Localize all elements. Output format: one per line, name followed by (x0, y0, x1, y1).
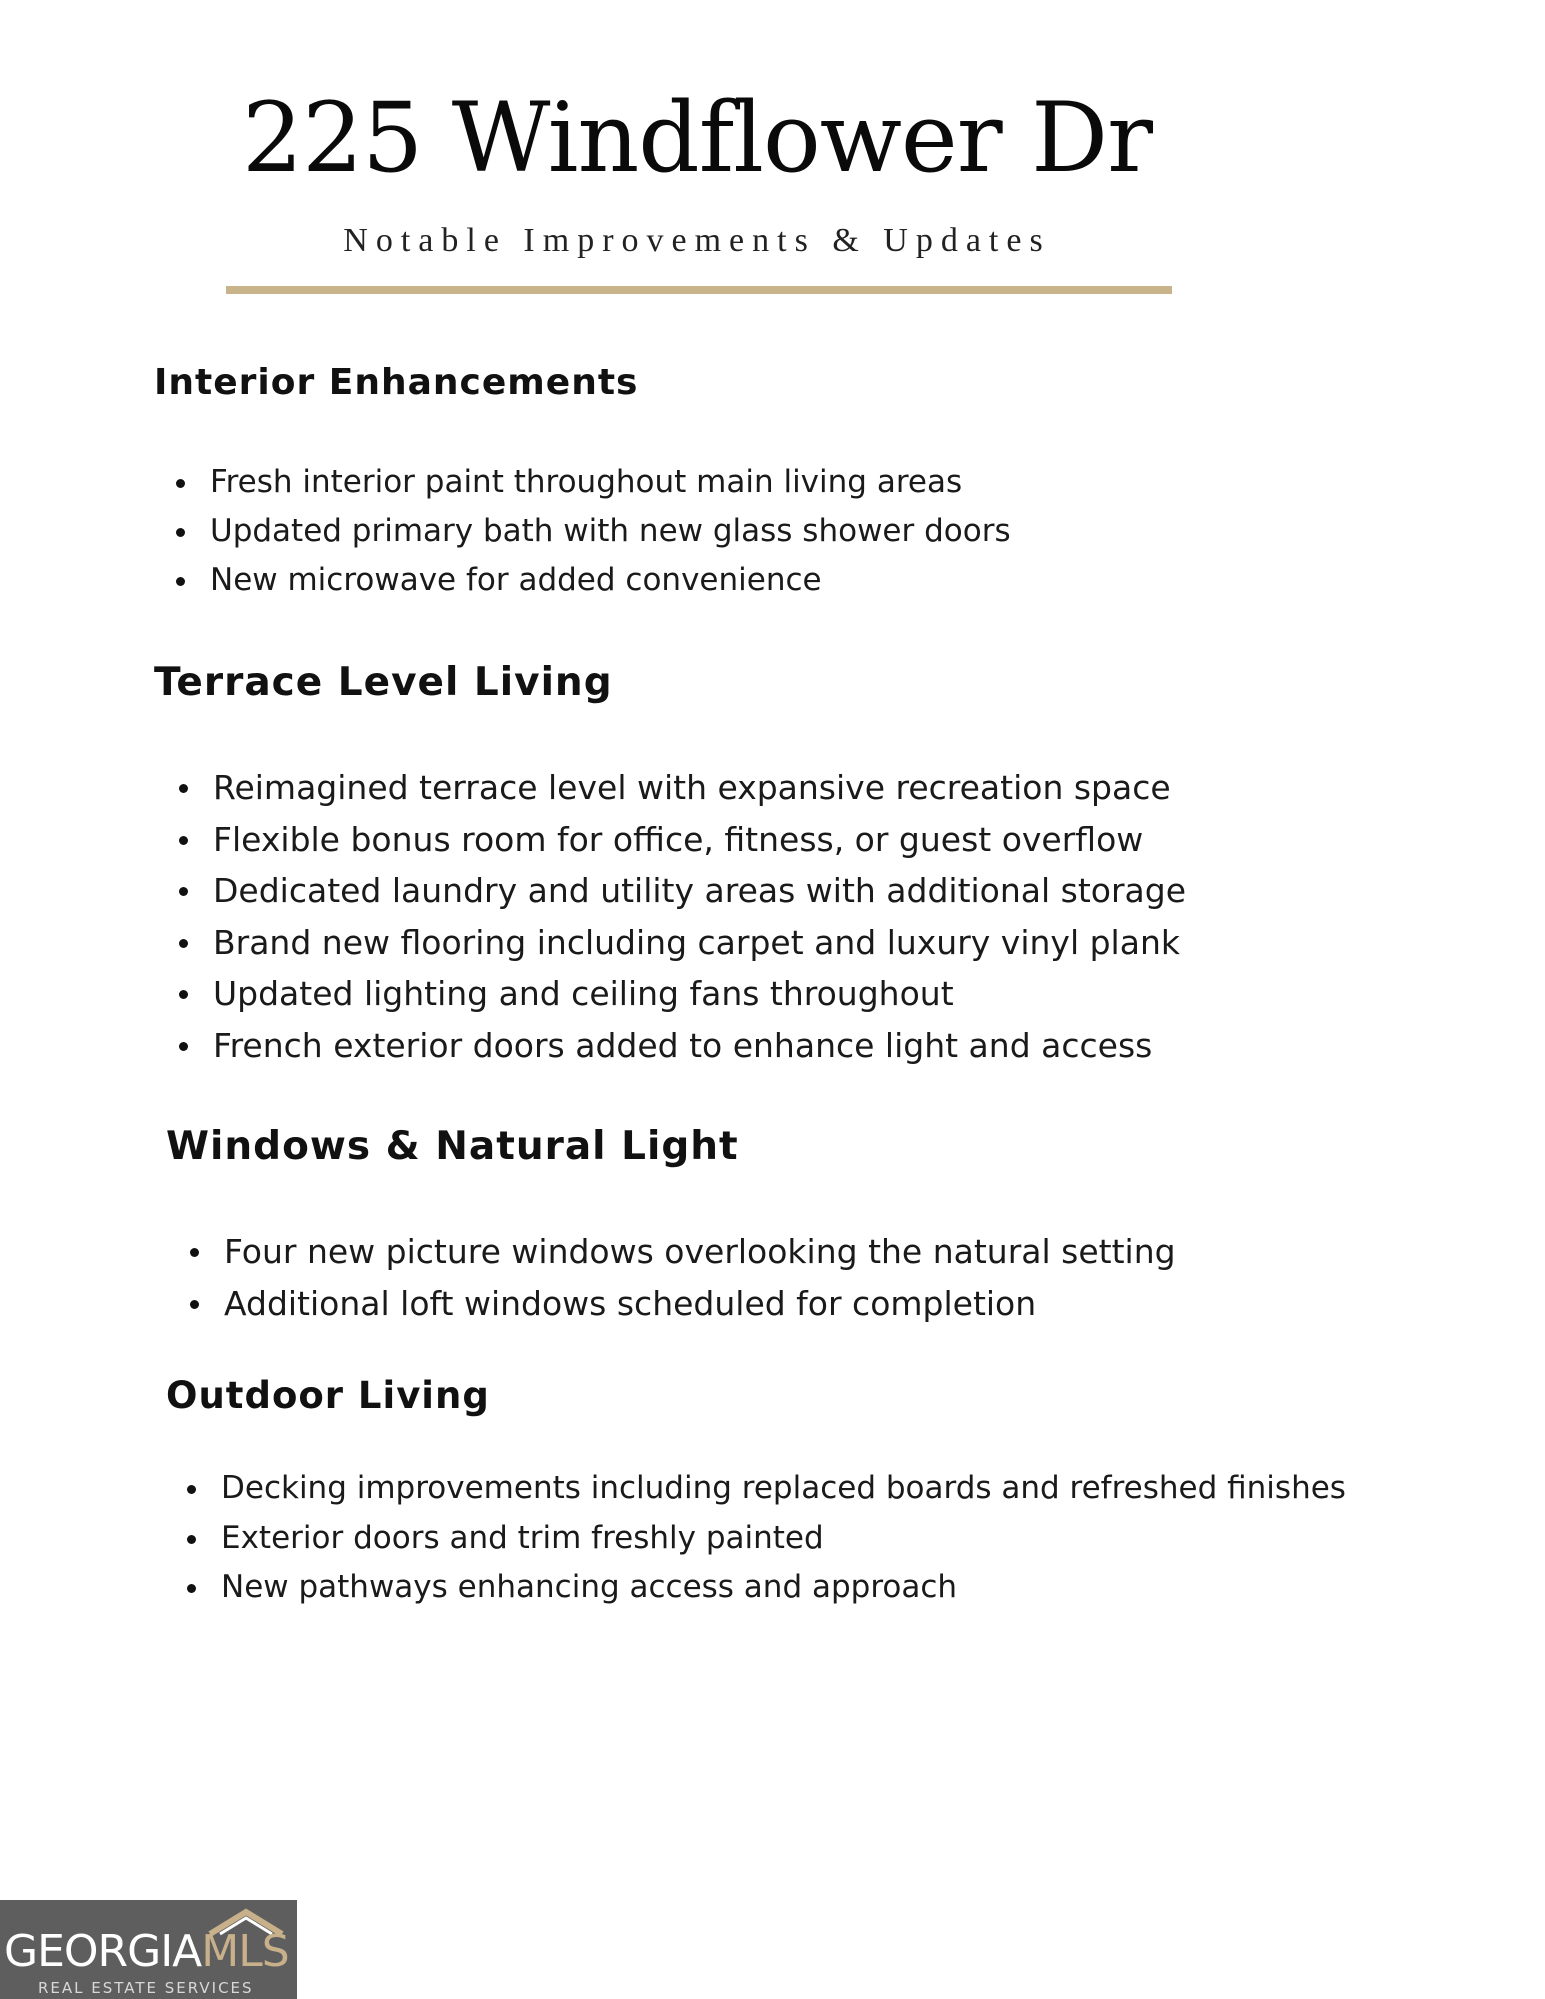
list-item: New pathways enhancing access and approach (221, 1563, 1346, 1613)
logo-wordmark (4, 1926, 289, 1977)
section-heading-windows: Windows & Natural Light (166, 1124, 739, 1169)
feature-list-terrace (213, 762, 1186, 1071)
list-item: Updated lighting and ceiling fans throughout (213, 968, 1186, 1020)
georgia-mls-logo (0, 1900, 297, 1999)
page-title: 225 Windflower Dr (242, 82, 1152, 194)
list-item: New microwave for added convenience (210, 556, 1011, 605)
list-item: Dedicated laundry and utility areas with additional storage (213, 865, 1186, 917)
list-item: Additional loft windows scheduled for completion (224, 1278, 1176, 1330)
section-heading-outdoor: Outdoor Living (166, 1374, 490, 1417)
feature-list-outdoor (221, 1464, 1346, 1613)
section-heading-terrace: Terrace Level Living (154, 660, 613, 705)
list-item: Brand new flooring including carpet and luxury vinyl plank (213, 917, 1186, 969)
logo-tagline: REAL ESTATE SERVICES (38, 1979, 254, 1997)
list-item: Decking improvements including replaced boards and refreshed finishes (221, 1464, 1346, 1514)
feature-list-interior (210, 458, 1011, 605)
list-item: Updated primary bath with new glass shower doors (210, 507, 1011, 556)
list-item: Reimagined terrace level with expansive recreation space (213, 762, 1186, 814)
list-item: Fresh interior paint throughout main living areas (210, 458, 1011, 507)
logo-main-text: GEORGIA (4, 1926, 202, 1977)
list-item: Flexible bonus room for office, fitness, or guest overflow (213, 814, 1186, 866)
feature-list-windows (224, 1226, 1176, 1329)
logo-accent-text: MLS (201, 1926, 289, 1977)
list-item: Four new picture windows overlooking the natural setting (224, 1226, 1176, 1278)
title-divider (226, 286, 1172, 294)
section-heading-interior: Interior Enhancements (154, 362, 639, 403)
page-subtitle: Notable Improvements & Updates (343, 222, 1051, 259)
list-item: Exterior doors and trim freshly painted (221, 1514, 1346, 1564)
list-item: French exterior doors added to enhance light and access (213, 1020, 1186, 1072)
